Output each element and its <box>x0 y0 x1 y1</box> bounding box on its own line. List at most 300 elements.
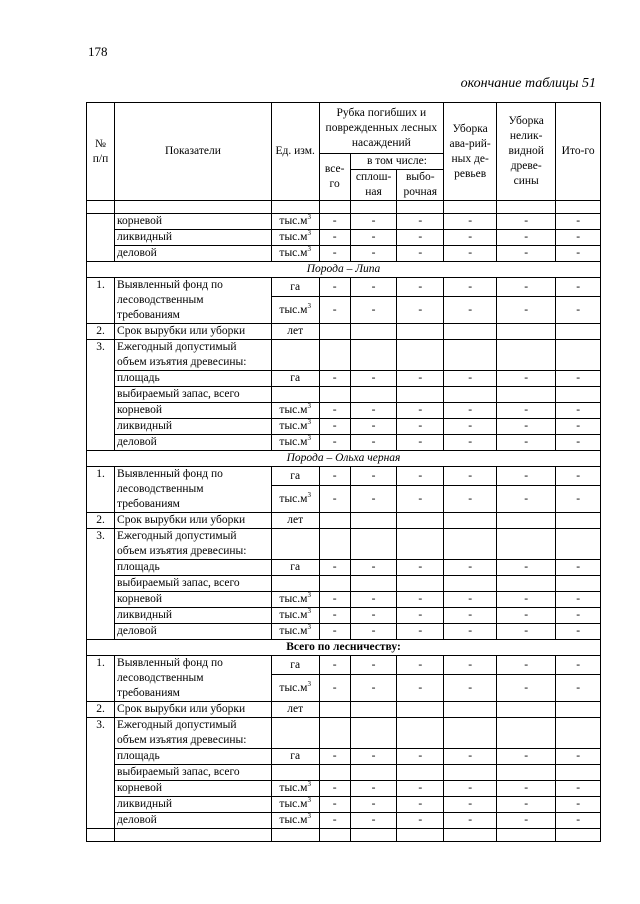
indicator-cell: корневой <box>115 214 272 230</box>
empty-cell <box>350 387 397 403</box>
empty-cell <box>350 765 397 781</box>
dash-cell: - <box>319 675 350 702</box>
dash-cell: - <box>397 608 444 624</box>
table-header <box>87 103 601 201</box>
dash-cell: - <box>397 797 444 813</box>
unit-cell: га <box>271 560 319 576</box>
empty-cell <box>444 829 497 842</box>
table-row <box>87 419 601 435</box>
unit-text: тыс.м <box>279 593 308 605</box>
table-row <box>87 702 601 718</box>
dash-cell: - <box>497 592 556 608</box>
table-row <box>87 560 601 576</box>
dash-cell: - <box>444 435 497 451</box>
table-row <box>87 371 601 387</box>
table-row <box>87 765 601 781</box>
empty-cell <box>397 576 444 592</box>
dash-cell: - <box>444 246 497 262</box>
dash-cell: - <box>350 813 397 829</box>
table-row <box>87 797 601 813</box>
empty-cell <box>444 513 497 529</box>
unit-cell <box>271 486 319 513</box>
dash-cell: - <box>397 435 444 451</box>
empty-cell <box>497 340 556 371</box>
section-row <box>87 262 601 278</box>
unit-text: тыс.м <box>279 215 308 227</box>
table-row <box>87 278 601 297</box>
unit-cell <box>271 797 319 813</box>
empty-cell <box>350 718 397 749</box>
dash-cell: - <box>497 486 556 513</box>
indicator-cell: деловой <box>115 624 272 640</box>
empty-cell <box>115 829 272 842</box>
unit-cell <box>271 214 319 230</box>
dash-cell: - <box>350 371 397 387</box>
dash-cell: - <box>319 419 350 435</box>
page-number: 178 <box>88 44 108 59</box>
section-row <box>87 640 601 656</box>
empty-cell <box>350 702 397 718</box>
empty-cell <box>497 513 556 529</box>
unit-text: тыс.м <box>279 404 308 416</box>
unit-sup: 3 <box>307 607 311 616</box>
empty-cell <box>556 765 601 781</box>
empty-cell <box>497 765 556 781</box>
empty-cell <box>397 513 444 529</box>
dash-cell: - <box>397 419 444 435</box>
dash-cell: - <box>350 656 397 675</box>
dash-cell: - <box>556 560 601 576</box>
dash-cell: - <box>350 560 397 576</box>
empty-cell <box>271 765 319 781</box>
num-cell: 2. <box>87 702 115 718</box>
dash-cell: - <box>497 435 556 451</box>
dash-cell: - <box>497 371 556 387</box>
unit-cell: га <box>271 371 319 387</box>
table-row <box>87 230 601 246</box>
table-row <box>87 749 601 765</box>
dash-cell: - <box>350 278 397 297</box>
indicator-cell: Ежегодный допустимый объем изъятия древесины: <box>115 340 272 371</box>
unit-cell <box>271 246 319 262</box>
dash-cell: - <box>556 278 601 297</box>
dash-cell: - <box>319 435 350 451</box>
header-nonliquid: Уборка нелик-видной древе-сины <box>497 103 556 201</box>
table-row <box>87 324 601 340</box>
unit-sup: 3 <box>307 490 311 499</box>
indicator-cell: Ежегодный допустимый объем изъятия древесины: <box>115 529 272 560</box>
unit-text: тыс.м <box>279 436 308 448</box>
table-row <box>87 576 601 592</box>
unit-text: тыс.м <box>279 492 308 505</box>
dash-cell: - <box>556 486 601 513</box>
empty-cell <box>556 829 601 842</box>
table-row <box>87 781 601 797</box>
unit-sup: 3 <box>307 812 311 821</box>
dash-cell: - <box>319 560 350 576</box>
dash-cell: - <box>497 749 556 765</box>
empty-cell <box>444 718 497 749</box>
dash-cell: - <box>397 403 444 419</box>
empty-cell <box>350 324 397 340</box>
header-indicator: Показатели <box>115 103 272 201</box>
dash-cell: - <box>556 403 601 419</box>
unit-cell <box>271 781 319 797</box>
empty-cell <box>444 529 497 560</box>
indicator-cell: Срок вырубки или уборки <box>115 513 272 529</box>
empty-cell <box>397 529 444 560</box>
dash-cell: - <box>444 624 497 640</box>
empty-cell <box>319 529 350 560</box>
indicator-cell: деловой <box>115 813 272 829</box>
dash-cell: - <box>350 624 397 640</box>
unit-cell: га <box>271 278 319 297</box>
dash-cell: - <box>350 403 397 419</box>
unit-sup: 3 <box>307 301 311 310</box>
dash-cell: - <box>319 592 350 608</box>
empty-cell <box>271 576 319 592</box>
dash-cell: - <box>444 813 497 829</box>
empty-cell <box>556 702 601 718</box>
empty-cell <box>556 324 601 340</box>
unit-sup: 3 <box>307 679 311 688</box>
dash-cell: - <box>350 781 397 797</box>
unit-cell <box>271 624 319 640</box>
empty-cell <box>497 829 556 842</box>
indicator-cell: площадь <box>115 560 272 576</box>
dash-cell: - <box>444 403 497 419</box>
dash-cell: - <box>556 246 601 262</box>
dash-cell: - <box>350 797 397 813</box>
dash-cell: - <box>497 467 556 486</box>
unit-sup: 3 <box>307 213 311 222</box>
dash-cell: - <box>497 675 556 702</box>
dash-cell: - <box>319 403 350 419</box>
indicator-cell: Выявленный фонд по лесоводственным требованиям <box>115 656 272 702</box>
empty-cell <box>87 829 115 842</box>
dash-cell: - <box>397 486 444 513</box>
empty-cell <box>319 324 350 340</box>
empty-cell <box>397 765 444 781</box>
dash-cell: - <box>319 297 350 324</box>
unit-text: тыс.м <box>279 625 308 637</box>
table-row <box>87 403 601 419</box>
empty-cell <box>319 387 350 403</box>
table-caption: окончание таблицы 51 <box>460 76 596 91</box>
empty-cell <box>350 829 397 842</box>
indicator-cell: Срок вырубки или уборки <box>115 324 272 340</box>
table-row <box>87 608 601 624</box>
empty-cell <box>444 765 497 781</box>
dash-cell: - <box>350 435 397 451</box>
dash-cell: - <box>444 781 497 797</box>
dash-cell: - <box>497 230 556 246</box>
dash-cell: - <box>397 560 444 576</box>
num-cell: 3. <box>87 529 115 640</box>
dash-cell: - <box>397 592 444 608</box>
unit-cell <box>271 813 319 829</box>
unit-text: тыс.м <box>279 681 308 694</box>
dash-cell: - <box>319 624 350 640</box>
dash-cell: - <box>350 230 397 246</box>
empty-cell <box>497 529 556 560</box>
dash-cell: - <box>556 624 601 640</box>
dash-cell: - <box>497 246 556 262</box>
dash-cell: - <box>397 297 444 324</box>
empty-cell <box>350 576 397 592</box>
table-row <box>87 214 601 230</box>
indicator-cell: Выявленный фонд по лесоводственным требованиям <box>115 467 272 513</box>
indicator-cell: ликвидный <box>115 230 272 246</box>
num-cell: 1. <box>87 656 115 702</box>
indicator-cell: корневой <box>115 592 272 608</box>
dash-cell: - <box>397 813 444 829</box>
empty-cell <box>271 829 319 842</box>
header-felling-total: все-го <box>319 154 350 201</box>
dash-cell: - <box>444 486 497 513</box>
dash-cell: - <box>497 297 556 324</box>
empty-cell <box>497 702 556 718</box>
unit-text: тыс.м <box>279 231 308 243</box>
empty-cell <box>444 387 497 403</box>
unit-cell: га <box>271 656 319 675</box>
empty-cell <box>319 829 350 842</box>
dash-cell: - <box>319 797 350 813</box>
indicator-cell: выбираемый запас, всего <box>115 765 272 781</box>
header-felling-group: Рубка погибших и поврежденных лесных насаждений <box>319 103 444 154</box>
dash-cell: - <box>319 486 350 513</box>
table-row <box>87 435 601 451</box>
num-cell: 1. <box>87 467 115 513</box>
unit-sup: 3 <box>307 623 311 632</box>
dash-cell: - <box>350 675 397 702</box>
unit-sup: 3 <box>307 434 311 443</box>
empty-cell <box>444 702 497 718</box>
empty-cell <box>319 340 350 371</box>
dash-cell: - <box>444 371 497 387</box>
unit-cell: лет <box>271 513 319 529</box>
dash-cell: - <box>319 608 350 624</box>
empty-cell <box>271 387 319 403</box>
table-row <box>87 387 601 403</box>
dash-cell: - <box>319 467 350 486</box>
dash-cell: - <box>397 656 444 675</box>
table-row <box>87 718 601 749</box>
dash-cell: - <box>497 624 556 640</box>
empty-cell <box>350 513 397 529</box>
dash-cell: - <box>397 675 444 702</box>
empty-cell <box>319 718 350 749</box>
dash-cell: - <box>319 371 350 387</box>
dash-cell: - <box>497 419 556 435</box>
empty-cell <box>556 529 601 560</box>
empty-cell <box>556 340 601 371</box>
table-row <box>87 813 601 829</box>
data-table <box>86 102 601 842</box>
dash-cell: - <box>556 749 601 765</box>
header-emergency: Уборка ава-рий-ных де-ревьев <box>444 103 497 201</box>
table-body <box>87 201 601 842</box>
empty-cell <box>350 340 397 371</box>
dash-cell: - <box>556 214 601 230</box>
dash-cell: - <box>497 214 556 230</box>
indicator-cell: Ежегодный допустимый объем изъятия древесины: <box>115 718 272 749</box>
table-row <box>87 513 601 529</box>
unit-cell: лет <box>271 702 319 718</box>
header-felling-incl: в том числе: <box>350 154 443 170</box>
dash-cell: - <box>350 214 397 230</box>
unit-sup: 3 <box>307 780 311 789</box>
unit-sup: 3 <box>307 229 311 238</box>
unit-cell <box>271 403 319 419</box>
indicator-cell: корневой <box>115 403 272 419</box>
unit-cell <box>271 230 319 246</box>
dash-cell: - <box>397 246 444 262</box>
empty-cell <box>271 340 319 371</box>
dash-cell: - <box>556 419 601 435</box>
section-title: Порода – Липа <box>87 262 601 278</box>
empty-cell <box>319 513 350 529</box>
dash-cell: - <box>497 813 556 829</box>
unit-text: тыс.м <box>279 303 308 316</box>
num-cell: 2. <box>87 324 115 340</box>
header-num: № п/п <box>87 103 115 201</box>
dash-cell: - <box>444 592 497 608</box>
dash-cell: - <box>319 246 350 262</box>
empty-cell <box>397 324 444 340</box>
section-row <box>87 451 601 467</box>
table-row <box>87 592 601 608</box>
dash-cell: - <box>444 278 497 297</box>
dash-cell: - <box>319 781 350 797</box>
unit-text: тыс.м <box>279 609 308 621</box>
dash-cell: - <box>397 467 444 486</box>
dash-cell: - <box>319 278 350 297</box>
dash-cell: - <box>444 230 497 246</box>
empty-cell <box>497 324 556 340</box>
empty-cell <box>397 387 444 403</box>
empty-cell <box>319 702 350 718</box>
unit-text: тыс.м <box>279 420 308 432</box>
dash-cell: - <box>556 230 601 246</box>
section-title: Всего по лесничеству: <box>87 640 601 656</box>
header-felling-clear: сплош-ная <box>350 170 397 201</box>
indicator-cell: площадь <box>115 749 272 765</box>
section-title: Порода – Ольха черная <box>87 451 601 467</box>
dash-cell: - <box>350 419 397 435</box>
unit-text: тыс.м <box>279 247 308 259</box>
table-row <box>87 656 601 675</box>
num-cell: 2. <box>87 513 115 529</box>
dash-cell: - <box>556 608 601 624</box>
dash-cell: - <box>397 624 444 640</box>
empty-cell <box>444 576 497 592</box>
dash-cell: - <box>319 230 350 246</box>
empty-cell <box>497 576 556 592</box>
unit-cell: га <box>271 749 319 765</box>
indicator-cell: Срок вырубки или уборки <box>115 702 272 718</box>
empty-cell <box>397 829 444 842</box>
empty-cell <box>319 576 350 592</box>
empty-cell <box>497 387 556 403</box>
indicator-cell: Выявленный фонд по лесоводственным требованиям <box>115 278 272 324</box>
dash-cell: - <box>497 797 556 813</box>
unit-cell <box>271 419 319 435</box>
dash-cell: - <box>556 297 601 324</box>
dash-cell: - <box>556 675 601 702</box>
indicator-cell: деловой <box>115 246 272 262</box>
dash-cell: - <box>350 297 397 324</box>
dash-cell: - <box>444 419 497 435</box>
dash-cell: - <box>556 656 601 675</box>
indicator-cell: ликвидный <box>115 608 272 624</box>
dash-cell: - <box>444 608 497 624</box>
unit-sup: 3 <box>307 245 311 254</box>
indicator-cell: выбираемый запас, всего <box>115 576 272 592</box>
dash-cell: - <box>556 467 601 486</box>
unit-sup: 3 <box>307 402 311 411</box>
dash-cell: - <box>397 278 444 297</box>
unit-text: тыс.м <box>279 814 308 826</box>
table-row <box>87 624 601 640</box>
dash-cell: - <box>556 781 601 797</box>
unit-text: тыс.м <box>279 782 308 794</box>
dash-cell: - <box>444 467 497 486</box>
num-cell <box>87 214 115 262</box>
dash-cell: - <box>556 371 601 387</box>
indicator-cell: площадь <box>115 371 272 387</box>
table-row <box>87 340 601 371</box>
indicator-cell: выбираемый запас, всего <box>115 387 272 403</box>
dash-cell: - <box>444 675 497 702</box>
empty-cell <box>444 340 497 371</box>
empty-cell <box>556 513 601 529</box>
dash-cell: - <box>319 813 350 829</box>
indicator-cell: деловой <box>115 435 272 451</box>
dash-cell: - <box>497 278 556 297</box>
empty-cell <box>397 702 444 718</box>
dash-cell: - <box>319 656 350 675</box>
unit-cell <box>271 608 319 624</box>
dash-cell: - <box>556 797 601 813</box>
unit-sup: 3 <box>307 796 311 805</box>
indicator-cell: ликвидный <box>115 797 272 813</box>
dash-cell: - <box>350 467 397 486</box>
unit-cell <box>271 297 319 324</box>
unit-cell <box>271 675 319 702</box>
dash-cell: - <box>444 297 497 324</box>
dash-cell: - <box>350 749 397 765</box>
dash-cell: - <box>444 749 497 765</box>
dash-cell: - <box>556 813 601 829</box>
dash-cell: - <box>444 656 497 675</box>
dash-cell: - <box>397 214 444 230</box>
empty-cell <box>397 340 444 371</box>
dash-cell: - <box>497 560 556 576</box>
empty-cell <box>271 718 319 749</box>
num-cell: 1. <box>87 278 115 324</box>
dash-cell: - <box>444 560 497 576</box>
dash-cell: - <box>444 797 497 813</box>
header-total: Ито-го <box>556 103 601 201</box>
dash-cell: - <box>444 214 497 230</box>
indicator-cell: ликвидный <box>115 419 272 435</box>
header-felling-selective: выбо-рочная <box>397 170 444 201</box>
empty-cell <box>444 324 497 340</box>
table-row <box>87 529 601 560</box>
empty-cell <box>556 718 601 749</box>
unit-sup: 3 <box>307 418 311 427</box>
